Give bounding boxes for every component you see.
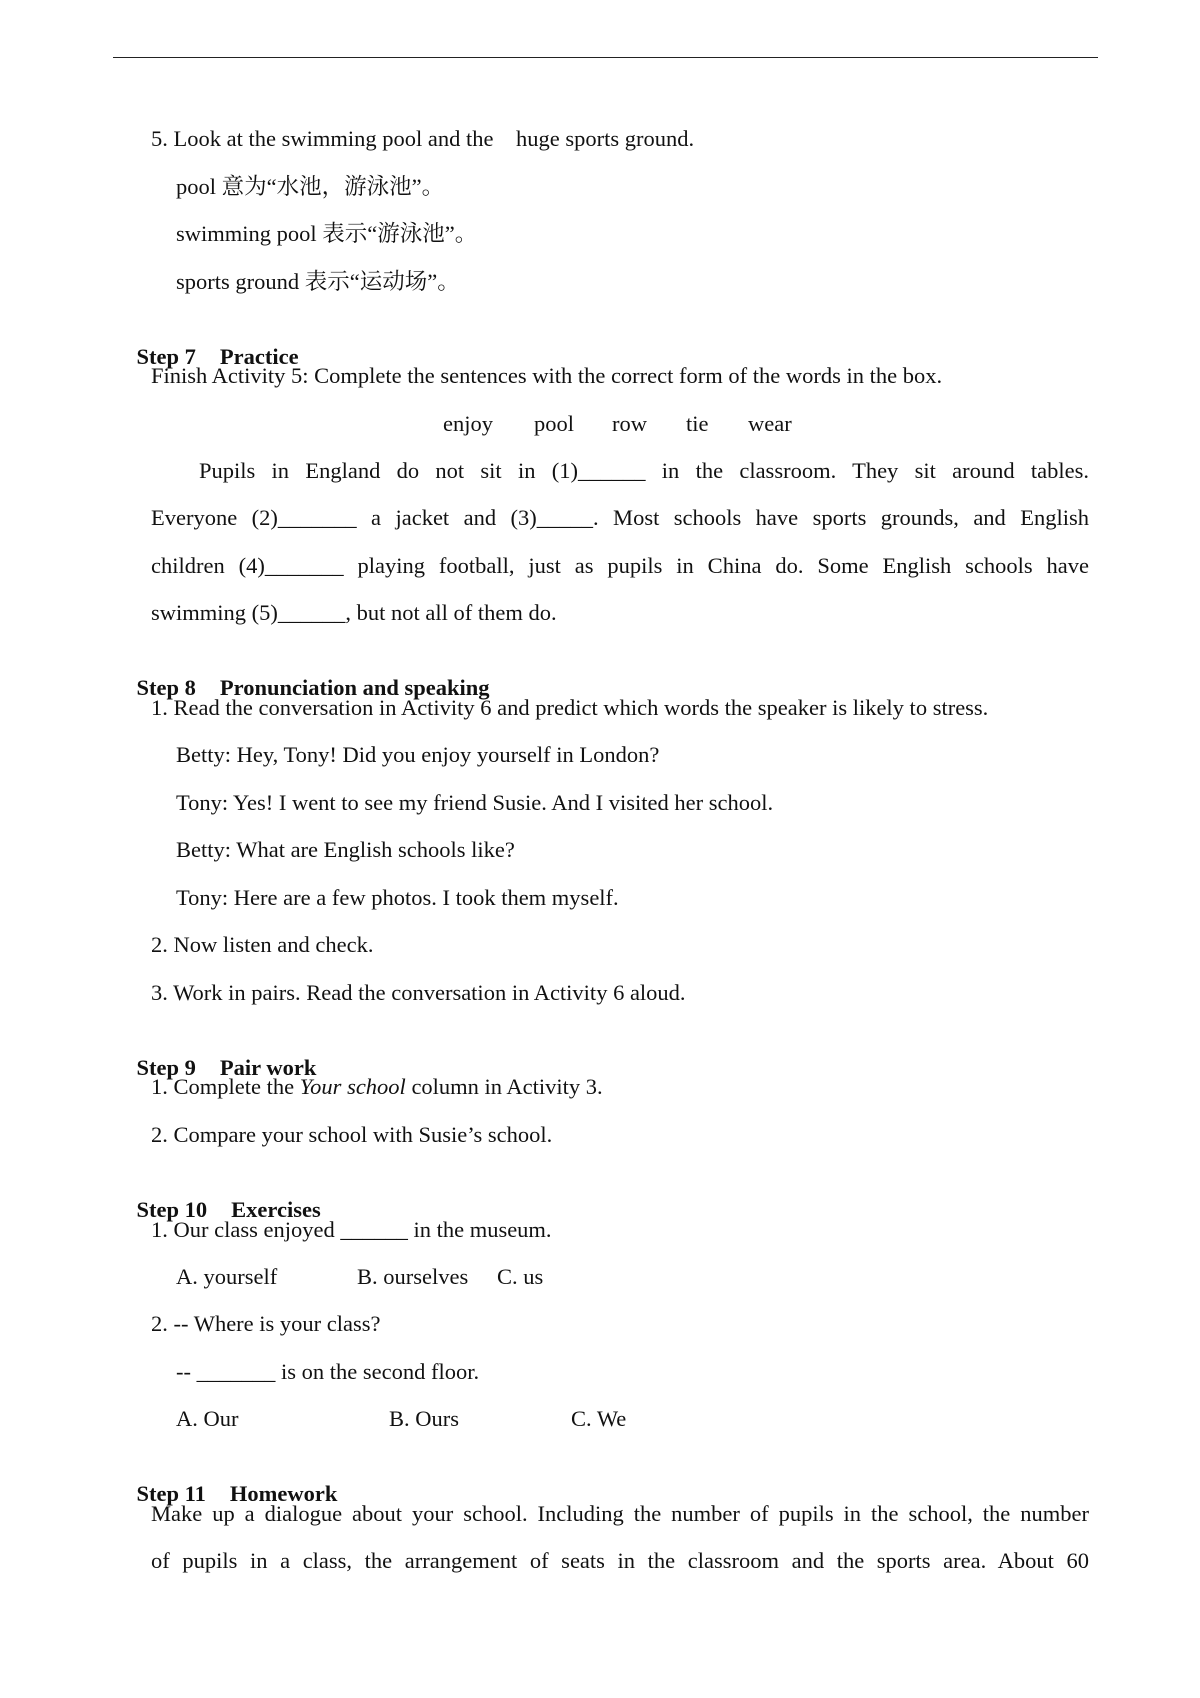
item-emphasis: Your school (299, 1074, 406, 1099)
exercise-option: B. ourselves (357, 1264, 469, 1289)
exercise-question-2: 2. -- Where is your class? (151, 1311, 381, 1336)
step-8-item-1: 1. Read the conversation in Activity 6 and predict which words the speaker is likely to stress. (151, 695, 989, 720)
exercise-option: C. We (571, 1406, 627, 1431)
step-title: Homework (229, 1481, 338, 1506)
word-box-item: row (612, 411, 647, 436)
dialog-line: Betty: Hey, Tony! Did you enjoy yourself in London? (176, 742, 660, 767)
exercise-option: A. yourself (176, 1264, 278, 1289)
cloze-line-3: children (4)_______ playing football, just as pupils in China do. Some English schools have (151, 553, 1089, 578)
exercise-option: A. Our (176, 1406, 239, 1431)
item-text: column in Activity 3. (405, 1074, 603, 1099)
step-title: Practice (219, 344, 299, 369)
step-title: Pair work (219, 1055, 317, 1080)
step-9-item-1 (151, 1073, 603, 1101)
step-number: Step 9 (136, 1055, 196, 1080)
step-number: Step 8 (136, 675, 196, 700)
exercise-question-1: 1. Our class enjoyed ______ in the museum. (151, 1217, 552, 1242)
vocab-item-5: 5. Look at the swimming pool and the huge sports ground. (151, 126, 695, 151)
word-box-item: tie (686, 411, 709, 436)
exercise-option: C. us (497, 1264, 544, 1289)
exercise-answer-line: -- _______ is on the second floor. (176, 1359, 480, 1384)
word-box-item: enjoy (443, 411, 493, 436)
vocab-note-swimming-pool: swimming pool 表示“游泳池”。 (176, 221, 478, 246)
dialog-line: Tony: Here are a few photos. I took them myself. (176, 885, 619, 910)
dialog-line: Tony: Yes! I went to see my friend Susie. And I visited her school. (176, 790, 774, 815)
step-9-item-2: 2. Compare your school with Susie’s school. (151, 1122, 553, 1147)
homework-line-1: Make up a dialogue about your school. Including the number of pupils in the school, the number (151, 1501, 1089, 1526)
word-box-item: pool (534, 411, 575, 436)
homework-line-2: of pupils in a class, the arrangement of seats in the classroom and the sports area. About 60 (151, 1548, 1089, 1573)
step-title: Exercises (231, 1197, 321, 1222)
step-7-instruction: Finish Activity 5: Complete the sentences with the correct form of the words in the box. (151, 363, 943, 388)
item-text: 1. Complete the (151, 1074, 300, 1099)
step-8-item-3: 3. Work in pairs. Read the conversation in Activity 6 aloud. (151, 980, 686, 1005)
vocab-note-pool: pool 意为“水池，游泳池”。 (176, 174, 445, 199)
step-title: Pronunciation and speaking (219, 675, 490, 700)
step-number: Step 7 (136, 344, 196, 369)
dialog-line: Betty: What are English schools like? (176, 837, 515, 862)
cloze-line-1: Pupils in England do not sit in (1)______ in the classroom. They sit around tables. (199, 458, 1089, 483)
header-rule (113, 57, 1098, 58)
word-box-item: wear (748, 411, 792, 436)
vocab-note-sports-ground: sports ground 表示“运动场”。 (176, 269, 460, 294)
cloze-line-2: Everyone (2)_______ a jacket and (3)_____. Most schools have sports grounds, and English (151, 505, 1089, 530)
step-number: Step 10 (136, 1197, 208, 1222)
exercise-option: B. Ours (389, 1406, 460, 1431)
step-number: Step 11 (136, 1481, 206, 1506)
cloze-line-4: swimming (5)______, but not all of them do. (151, 600, 557, 625)
step-8-item-2: 2. Now listen and check. (151, 932, 374, 957)
